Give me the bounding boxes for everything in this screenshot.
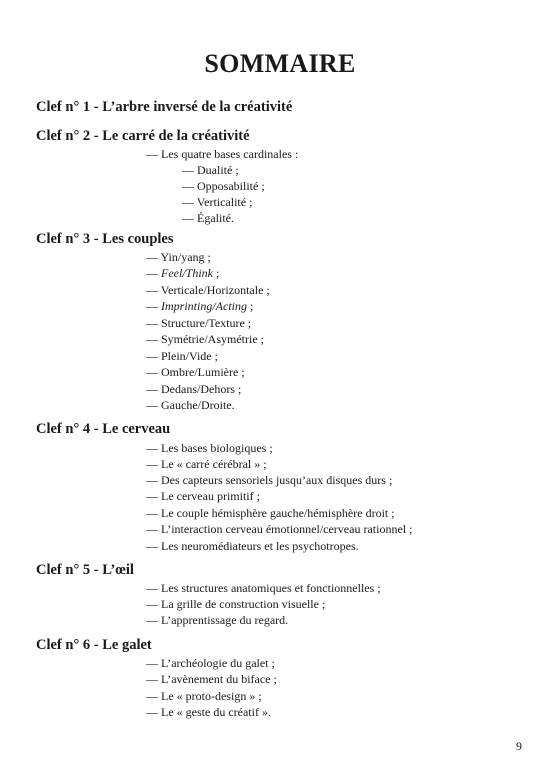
page-number: 9 — [516, 739, 522, 753]
toc-item: — Gauche/Droite. — [146, 398, 235, 412]
toc-item: — Dedans/Dehors ; — [146, 382, 242, 396]
section-heading-2: Clef n° 2 - Le carré de la créativité — [36, 128, 250, 144]
toc-item: — Yin/yang ; — [146, 250, 211, 264]
toc-subitem: — Dualité ; — [182, 163, 239, 177]
toc-item: — Imprinting/Acting ; — [146, 299, 254, 313]
toc-item: — Le « geste du créatif ». — [146, 705, 271, 719]
section-heading-1: Clef n° 1 - L’arbre inversé de la créativité — [36, 99, 293, 115]
toc-item: — Feel/Think ; — [146, 266, 220, 280]
section-heading-5: Clef n° 5 - L’œil — [36, 562, 134, 578]
toc-item: — Le « carré cérébral » ; — [146, 457, 267, 471]
section-heading-6: Clef n° 6 - Le galet — [36, 637, 152, 653]
toc-item: — Le couple hémisphère gauche/hémisphère droit ; — [146, 506, 395, 520]
toc-item: — Le « proto-design » ; — [146, 689, 262, 703]
toc-subitem: — Égalité. — [182, 211, 234, 225]
toc-item: — Verticale/Horizontale ; — [146, 283, 270, 297]
toc-item: — Structure/Texture ; — [146, 316, 252, 330]
toc-item: — L’archéologie du galet ; — [146, 656, 275, 670]
toc-item: — Les bases biologiques ; — [146, 441, 273, 455]
toc-item: — Symétrie/Asymétrie ; — [146, 332, 264, 346]
toc-item: — La grille de construction visuelle ; — [146, 597, 326, 611]
toc-item: — Les neuromédiateurs et les psychotropes. — [146, 539, 359, 553]
section-heading-4: Clef n° 4 - Le cerveau — [36, 421, 171, 437]
section-heading-3: Clef n° 3 - Les couples — [36, 231, 174, 247]
toc-subitem: — Verticalité ; — [182, 195, 253, 209]
toc-item: — Plein/Vide ; — [146, 349, 218, 363]
toc-item: — Le cerveau primitif ; — [146, 489, 260, 503]
toc-item: — Les structures anatomiques et fonctionnelles ; — [146, 581, 381, 595]
toc-item: — Les quatre bases cardinales : — [146, 147, 299, 161]
toc-subitem: — Opposabilité ; — [182, 179, 265, 193]
toc-item: — Des capteurs sensoriels jusqu’aux disques durs ; — [146, 473, 393, 487]
page-title: SOMMAIRE — [204, 49, 356, 78]
toc-item: — L’avènement du biface ; — [146, 672, 277, 686]
toc-item: — L’interaction cerveau émotionnel/cerveau rationnel ; — [146, 522, 413, 536]
toc-item: — L’apprentissage du regard. — [146, 613, 289, 627]
toc-item: — Ombre/Lumière ; — [146, 365, 245, 379]
